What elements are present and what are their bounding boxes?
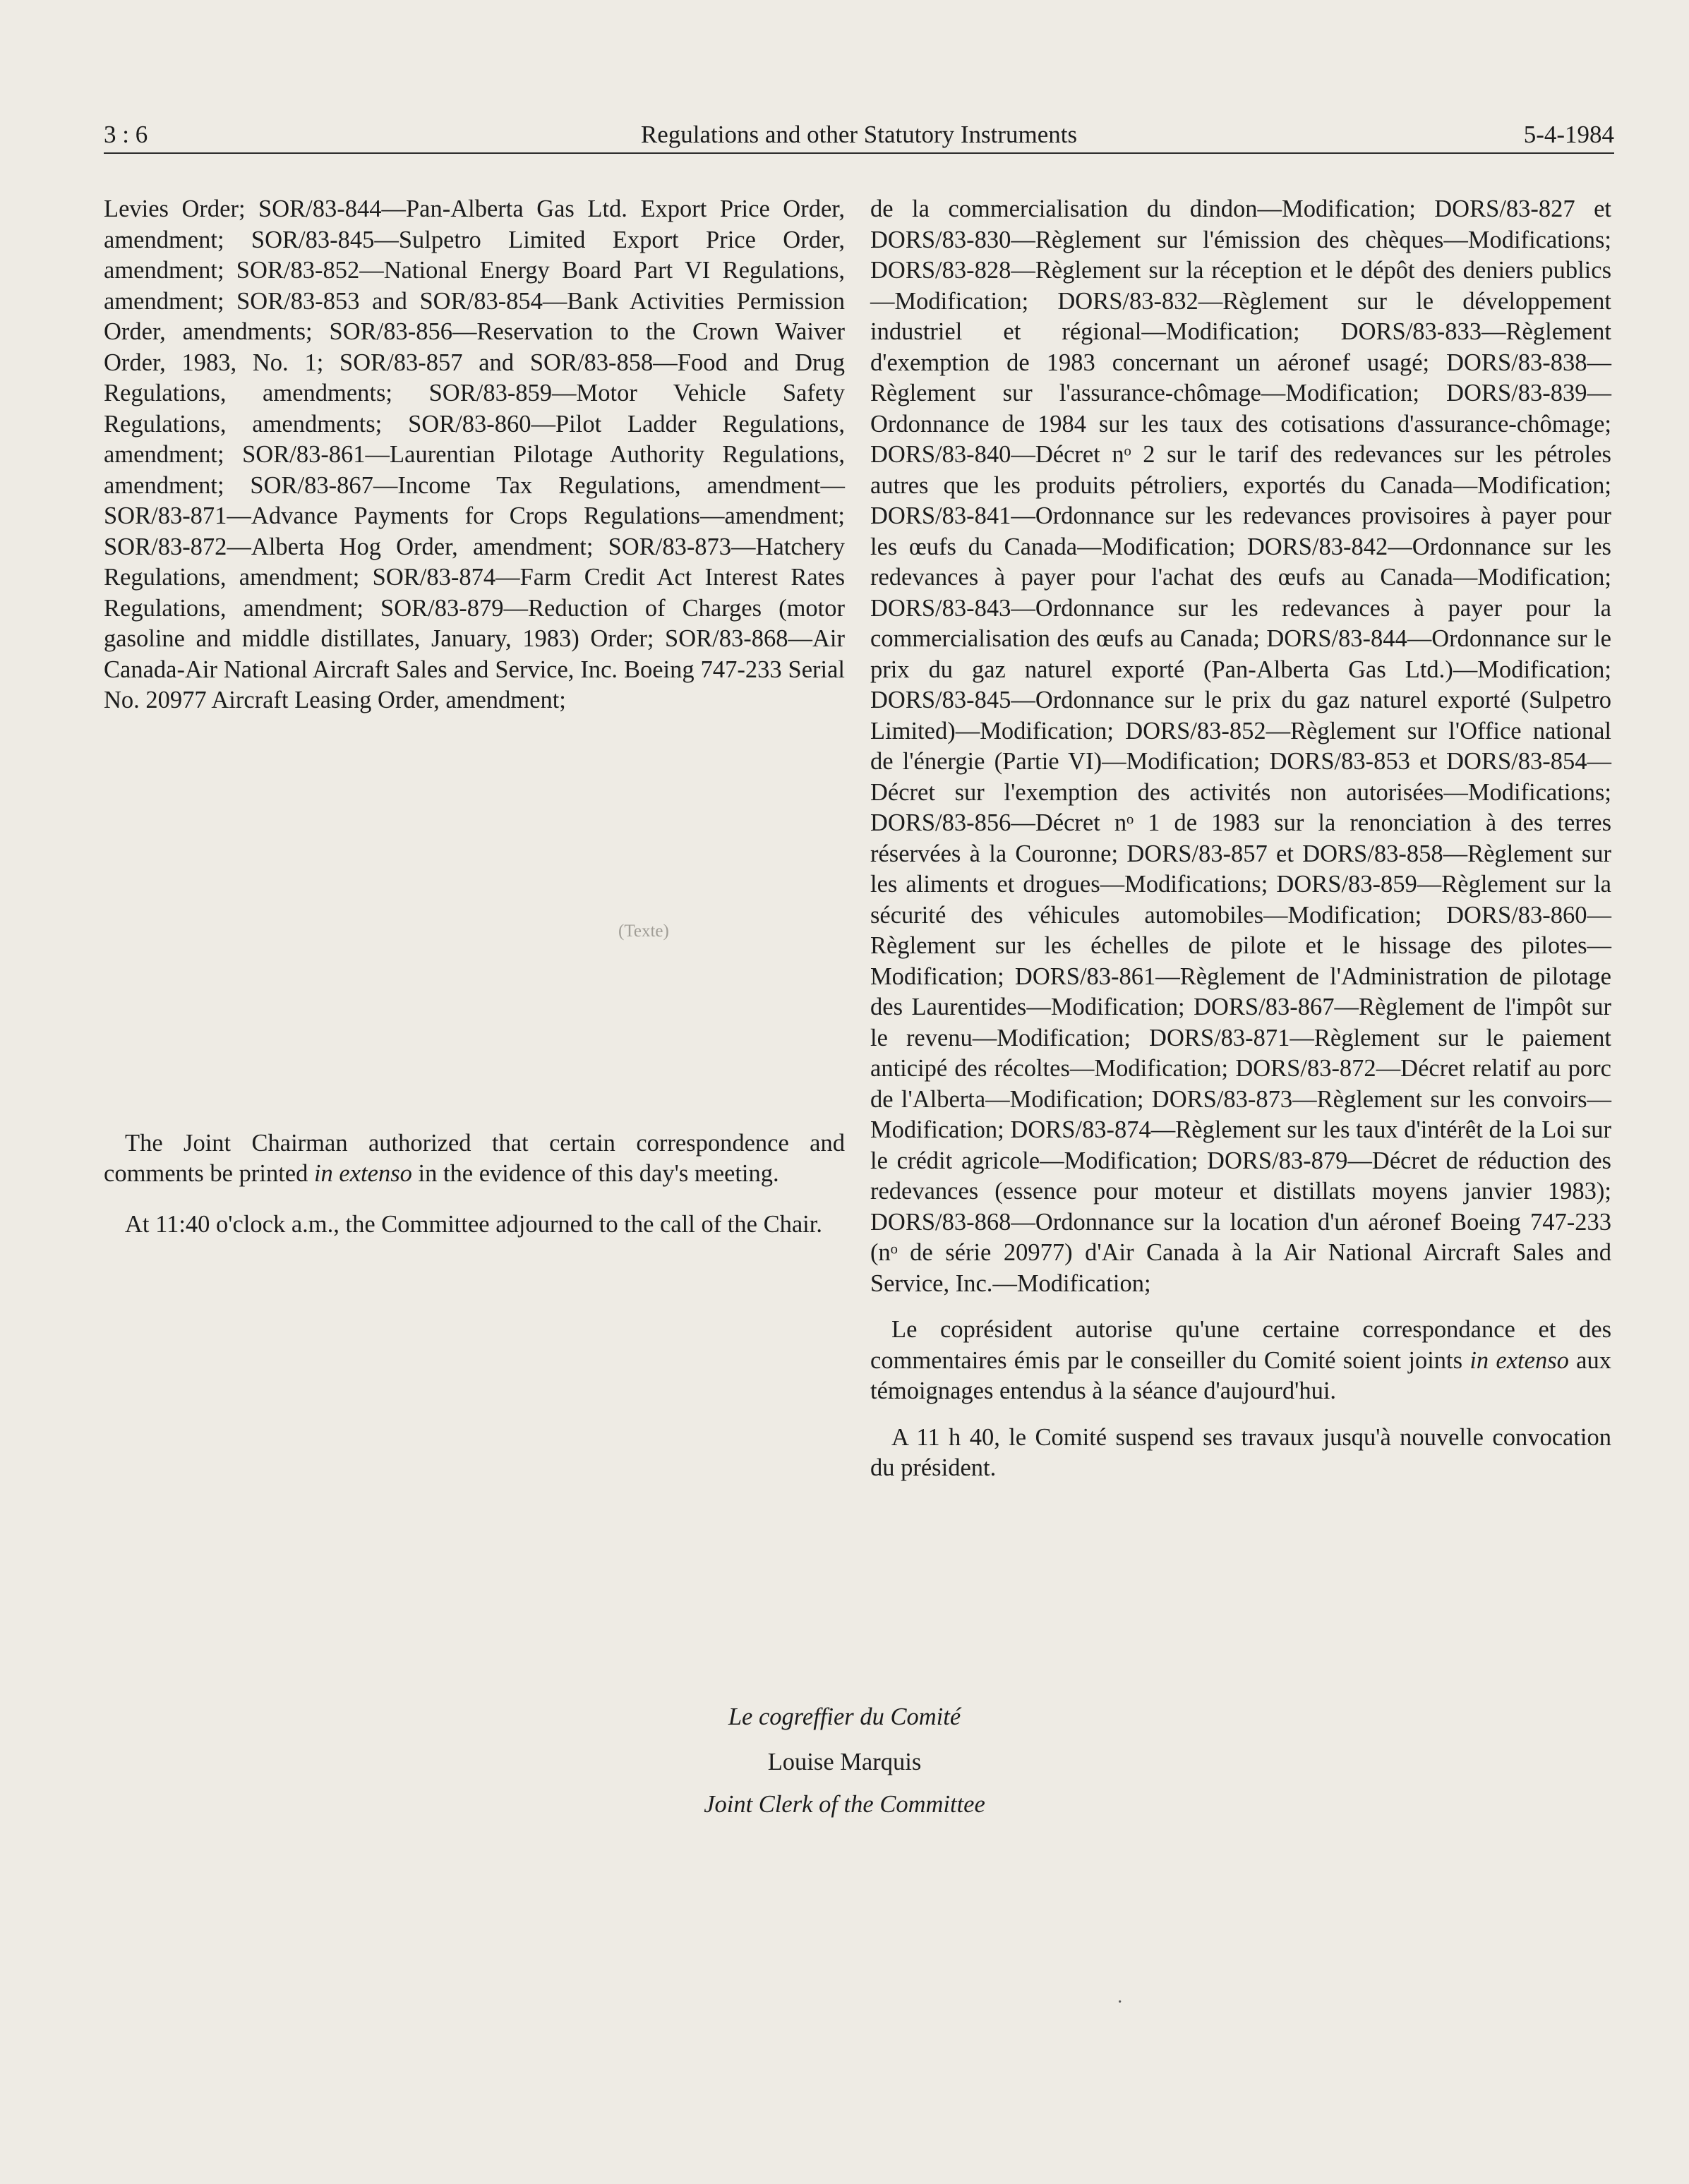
running-title: Regulations and other Statutory Instruments	[640, 121, 1078, 148]
signature-name: Louise Marquis	[767, 1749, 922, 1775]
english-column	[104, 194, 845, 1240]
signature-role-french: Le cogreffier du Comité	[728, 1703, 961, 1730]
french-latin-term: in extenso	[1469, 1346, 1569, 1374]
bleed-through-text: (Texte)	[618, 922, 669, 941]
header-date: 5-4-1984	[1523, 121, 1614, 148]
signature-role-english: Joint Clerk of the Committee	[704, 1791, 985, 1818]
page-header	[104, 117, 1614, 154]
english-latin-term: in extenso	[313, 1160, 412, 1187]
french-authorization-paragraph: Le coprésident autorise qu'une certaine correspondance et des commentaires émis par le conseiller du Comité soient joints in extenso aux témoignages entendus à la séance d'aujourd'hui.	[870, 1316, 1611, 1404]
english-regulations-list: Levies Order; SOR/83-844—Pan-Alberta Gas Ltd. Export Price Order, amendment; SOR/83-845—Sulpetro Limited Export Price Order, amendment; SOR/83-852—National Energy Board Part VI Regulations, amendment; SOR/83-853 and SOR/83-854—Bank Activities Permission Order, amendments; SOR/83-856—Reservation to the Crown Waiver Order, 1983, No. 1; SOR/83-857 and SOR/83-858—Food and Drug Regulations, amendments; SOR/83-859—Motor Vehicle Safety Regulations, amendments; SOR/83-860—Pilot Ladder Regulations, amendment; SOR/83-861—Laurentian Pilotage Authority Regulations, amendment; SOR/83-867—Income Tax Regulations, amendment—SOR/83-871—Advance Payments for Crops Regulations—amendment; SOR/83-872—Alberta Hog Order, amendment; SOR/83-873—Hatchery Regulations, amendment; SOR/83-874—Farm Credit Act Interest Rates Regulations, amendment; SOR/83-879—Reduction of Charges (motor gasoline and middle distillates, January, 1983) Order; SOR/83-868—Air Canada-Air National Aircraft Sales and Service, Inc. Boeing 747-233 Serial No. 20977 Aircraft Leasing Order, amendment;	[104, 195, 845, 713]
english-authorization-paragraph: The Joint Chairman authorized that certain correspondence and comments be printed in extenso in the evidence of this day's meeting.	[104, 1129, 845, 1187]
stray-mark: ·	[1117, 1991, 1124, 2013]
french-adjournment-paragraph: A 11 h 40, le Comité suspend ses travaux jusqu'à nouvelle convocation du président.	[870, 1423, 1611, 1481]
french-regulations-list: de la commercialisation du dindon—Modification; DORS/83-827 et DORS/83-830—Règlement sur l'émission des chèques—Modifications; DORS/83-828—Règlement sur la réception et le dépôt des deniers publics—Modification; DORS/83-832—Règlement sur le développement industriel et régional—Modification; DORS/83-833—Règlement d'exemption de 1983 concernant un aéronef usagé; DORS/83-838—Règlement sur l'assurance-chômage—Modification; DORS/83-839—Ordonnance de 1984 sur les taux des cotisations d'assurance-chômage; DORS/83-840—Décret nᵒ 2 sur le tarif des redevances sur les pétroles autres que les produits pétroliers, exportés du Canada—Modification; DORS/83-841—Ordonnance sur les redevances provisoires à payer pour les œufs du Canada—Modification; DORS/83-842—Ordonnance sur les redevances à payer pour l'achat des œufs au Canada—Modification; DORS/83-843—Ordonnance sur les redevances à payer pour la commercialisation des œufs au Canada; DORS/83-844—Ordonnance sur le prix du gaz naturel exporté (Pan-Alberta Gas Ltd.)—Modification; DORS/83-845—Ordonnance sur le prix du gaz naturel exporté (Sulpetro Limited)—Modification; DORS/83-852—Règlement sur l'Office national de l'énergie (Partie VI)—Modification; DORS/83-853 et DORS/83-854—Décret sur l'exemption des activités non autorisées—Modifications; DORS/83-856—Décret nᵒ 1 de 1983 sur la renonciation à des terres réservées à la Couronne; DORS/83-857 et DORS/83-858—Règlement sur les aliments et drogues—Modifications; DORS/83-859—Règlement sur la sécurité des véhicules automobiles—Modification; DORS/83-860—Règlement sur les échelles de pilote et le hissage des pilotes—Modification; DORS/83-861—Règlement de l'Administration de pilotage des Laurentides—Modification; DORS/83-867—Règlement de l'impôt sur le revenu—Modification; DORS/83-871—Règlement sur le paiement anticipé des récoltes—Modification; DORS/83-872—Décret relatif au porc de l'Alberta—Modification; DORS/83-873—Règlement sur les convoirs—Modification; DORS/83-874—Règlement sur les taux d'intérêt de la Loi sur le crédit agricole—Modification; DORS/83-879—Décret de réduction des redevances (essence pour moteur et distillats moyens janvier 1983); DORS/83-868—Ordonnance sur la location d'un aéronef Boeing 747-233 (nᵒ de série 20977) d'Air Canada à la Air National Aircraft Sales and Service, Inc.—Modification;	[870, 195, 1611, 1297]
page-number: 3 : 6	[104, 121, 148, 148]
french-column	[870, 194, 1611, 1484]
english-adjournment-paragraph: At 11:40 o'clock a.m., the Committee adjourned to the call of the Chair.	[125, 1210, 822, 1238]
